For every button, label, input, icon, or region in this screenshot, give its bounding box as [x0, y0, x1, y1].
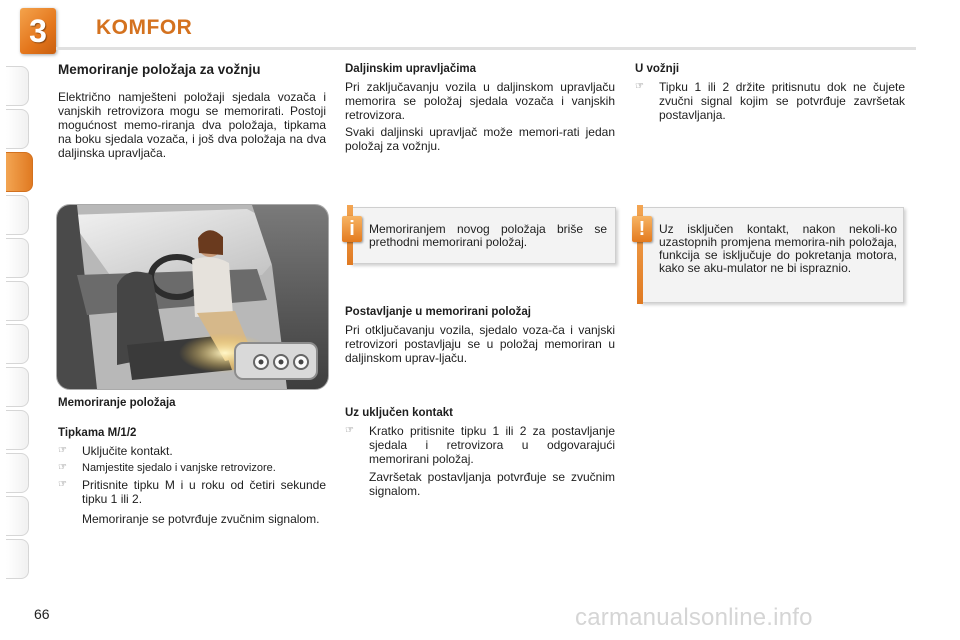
chapter-tab[interactable] — [6, 66, 29, 106]
list-item: ☞ Pritisnite tipku M i u roku od četiri sekunde tipku 1 ili 2. — [58, 478, 326, 506]
keys-followup: Memoriranje se potvrđuje zvučnim signalom. — [82, 512, 320, 526]
intro-paragraph: Električno namješteni položaji sjedala vozača i vanjskih retrovizora mogu se memorirati. Postoji mogućnost memo-riranja dva položaja, tipkama na boku sjedala vozača, i još dva položaja na dva daljinska upravljača. — [58, 90, 326, 160]
remote-paragraph: Svaki daljinski upravljač može memori-rati jedan položaj za vožnju. — [345, 125, 615, 153]
chapter-tab[interactable] — [6, 539, 29, 579]
info-note: Memoriranjem novog položaja briše se prethodni memorirani položaj. — [350, 207, 616, 264]
warning-icon: ! — [632, 216, 652, 242]
chapter-tab[interactable] — [6, 238, 29, 278]
chapter-tab[interactable] — [6, 195, 29, 235]
list-item: ☞ Uključite kontakt. — [58, 444, 173, 458]
ignition-heading: Uz uključen kontakt — [345, 407, 453, 419]
pointing-hand-icon: ☞ — [345, 425, 354, 436]
chapter-tab[interactable] — [6, 496, 29, 536]
chapter-tab[interactable] — [6, 367, 29, 407]
chapter-tab[interactable] — [6, 109, 29, 149]
seat-memory-photo — [56, 204, 329, 390]
pointing-hand-icon: ☞ — [58, 445, 67, 456]
keys-heading: Tipkama M/1/2 — [58, 427, 137, 439]
chapter-tab-active[interactable] — [6, 152, 33, 192]
driving-step-list — [635, 80, 905, 122]
chapter-badge: 3 — [20, 8, 56, 54]
chapter-tab[interactable] — [6, 410, 29, 450]
pointing-hand-icon: ☞ — [635, 81, 644, 92]
watermark: carmanualsonline.info — [575, 604, 813, 631]
chapter-tab[interactable] — [6, 281, 29, 321]
setting-heading: Postavljanje u memorirani položaj — [345, 306, 531, 318]
pointing-hand-icon: ☞ — [58, 479, 67, 490]
page-title: KOMFOR — [96, 16, 193, 39]
figure-caption: Memoriranje položaja — [58, 397, 176, 409]
list-item: ☞ Tipku 1 ili 2 držite pritisnutu dok ne čujete zvučni signal kojim se potvrđuje završetak postavljanja. — [635, 80, 905, 122]
keys-step-list — [58, 444, 326, 526]
info-icon: i — [342, 216, 362, 242]
remote-paragraph: Pri zaključavanju vozila u daljinskom upravljaču memorira se položaj sjedala vozača i vanjskih retrovizora. — [345, 80, 615, 122]
header-divider — [56, 47, 916, 50]
chapter-tab[interactable] — [6, 324, 29, 364]
list-item: ☞ Kratko pritisnite tipku 1 ili 2 za postavljanje sjedala i retrovizora u odgovarajući memorirani položaj. — [345, 424, 615, 466]
ignition-followup: Završetak postavljanja potvrđuje se zvučnim signalom. — [369, 470, 615, 498]
remote-heading: Daljinskim upravljačima — [345, 63, 477, 75]
pointing-hand-icon: ☞ — [58, 462, 67, 473]
setting-paragraph: Pri otključavanju vozila, sjedalo voza-ča i vanjski retrovizori postavljaju se u položaj memoriran u daljinskom uprav-ljaču. — [345, 323, 615, 365]
chapter-tab[interactable] — [6, 453, 29, 493]
warning-note: Uz isključen kontakt, nakon nekoli-ko uzastopnih promjena memorira-nih položaja, funkcija se isključuje do pokretanja motora, kako se aku-mulator ne bi ispraznio. — [640, 207, 904, 303]
list-item: ☞ Namjestite sjedalo i vanjske retrovizore. — [58, 462, 276, 474]
ignition-step-list — [345, 424, 615, 498]
section-heading: Memoriranje položaja za vožnju — [58, 62, 261, 77]
page-number: 66 — [34, 606, 50, 622]
driving-heading: U vožnji — [635, 63, 680, 75]
